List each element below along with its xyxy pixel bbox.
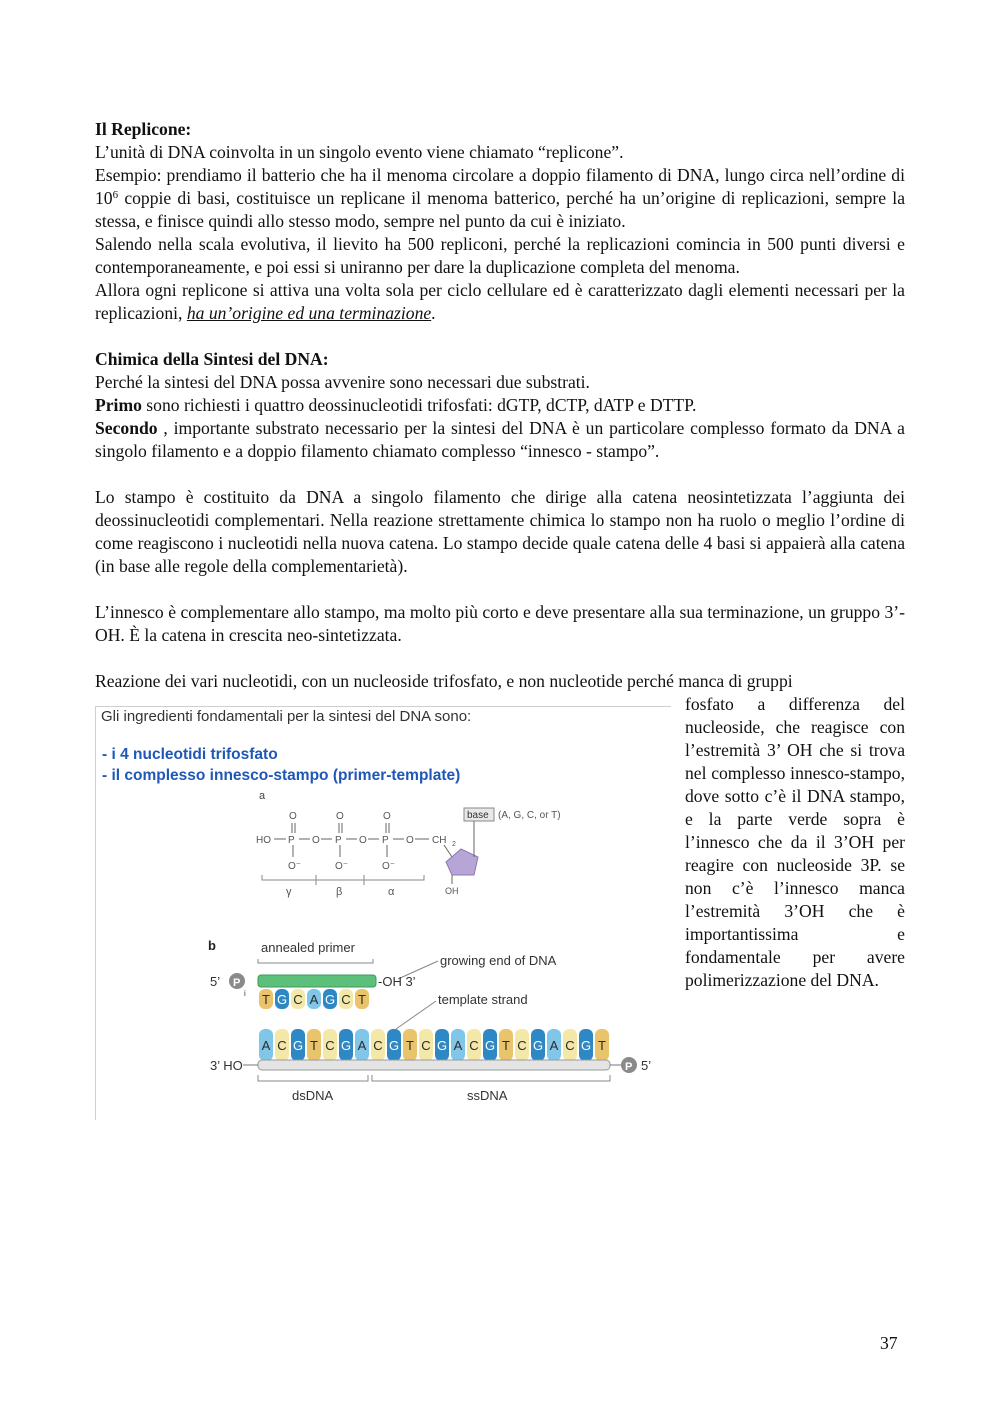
svg-text:C: C	[469, 1038, 479, 1053]
svg-text:A: A	[357, 1038, 367, 1053]
svg-text:G: G	[276, 992, 288, 1007]
svg-text:O⁻: O⁻	[382, 861, 396, 872]
template-base	[355, 1029, 369, 1061]
document-page	[95, 118, 905, 1129]
page-number: 37	[880, 1333, 898, 1353]
svg-text:A: A	[549, 1038, 559, 1053]
svg-text:P: P	[233, 977, 241, 989]
template-base	[371, 1029, 385, 1061]
svg-text:α: α	[388, 886, 395, 898]
paragraph: Esempio: prendiamo il batterio che ha il menoma circolare a doppio filamento di DNA, lungo circa nell’ordine di $10^6$ coppie di basi, costituisce un replicane il menoma batterico, perché ha un’origine di replicazioni, sempre la stessa, e finisce quindi allo stesso modo, sempre nel punto da cui è iniziato.	[95, 165, 905, 231]
svg-text:A: A	[453, 1038, 463, 1053]
svg-text:5’: 5’	[210, 974, 221, 989]
template-base	[547, 1029, 561, 1061]
svg-text:P: P	[382, 835, 389, 846]
svg-text:C: C	[277, 1038, 287, 1053]
figure-item-primer-template: - il complesso innesco-stampo (primer-template)	[102, 767, 461, 784]
figure-side-text	[685, 693, 905, 992]
oh3-label: -OH 3’	[378, 974, 416, 989]
template-base	[451, 1029, 465, 1061]
primer-base	[323, 989, 337, 1009]
ho-label: HO	[256, 835, 271, 846]
svg-text:T: T	[262, 992, 270, 1007]
svg-text:2: 2	[452, 841, 456, 848]
paragraph: Primo sono richiesti i quattro deossinucleotidi trifosfati: dGTP, dCTP, dATP e DTTP.	[95, 395, 697, 415]
svg-text:O: O	[359, 835, 367, 846]
svg-text:G: G	[580, 1038, 592, 1053]
svg-text:O: O	[383, 811, 391, 822]
svg-text:A: A	[309, 992, 319, 1007]
svg-text:γ: γ	[286, 886, 292, 898]
template-base	[579, 1029, 593, 1061]
svg-text:O: O	[312, 835, 320, 846]
svg-text:O: O	[406, 835, 414, 846]
template-base	[259, 1029, 273, 1061]
svg-text:G: G	[436, 1038, 448, 1053]
svg-text:O: O	[289, 811, 297, 822]
phosphate-brackets	[262, 875, 424, 885]
primer-base	[259, 989, 273, 1009]
primer-base	[339, 989, 353, 1009]
template-base	[531, 1029, 545, 1061]
heading-replicone: Il Replicone:	[95, 119, 192, 139]
primer-base	[355, 989, 369, 1009]
paragraph: Reazione dei vari nucleotidi, con un nucleoside trifosfato, e non nucleotide perché manca di gruppi	[95, 671, 793, 691]
svg-text:G: G	[532, 1038, 544, 1053]
template-base	[419, 1029, 433, 1061]
figure-section	[95, 693, 905, 1129]
svg-text:β: β	[336, 886, 343, 898]
svg-text:G: G	[340, 1038, 352, 1053]
svg-text:T: T	[406, 1038, 414, 1053]
underlined-phrase: ha un’origine ed una terminazione	[186, 303, 432, 323]
svg-text:OH: OH	[445, 886, 459, 896]
paragraph: Allora ogni replicone si attiva una volta sola per ciclo cellulare ed è caratterizzato dagli elementi necessari per la replicazioni, ha un’origine ed una terminazione.	[95, 280, 905, 323]
paragraph: fosfato a differenza del nucleoside, che reagisce con l’estremità 3’ OH che si trova nel complesso innesco-stampo, dove sotto c’è il DNA stampo, e la parte verde sopra è l’innesco che da il 3’OH per reagire con nucleoside 3P. se non c’è l’innesco manca l’estremità 3’OH che è importantissima e fondamentale per avere polimerizzazione del DNA.	[685, 694, 905, 990]
ssdna-label: ssDNA	[467, 1088, 508, 1103]
primer-bases	[259, 989, 369, 1009]
paragraph: L’innesco è complementare allo stampo, ma molto più corto e deve presentare alla sua terminazione, un gruppo 3’-OH. È la catena in crescita neo-sintetizzata.	[95, 602, 905, 645]
paragraph: Salendo nella scala evolutiva, il lievito ha 500 repliconi, perché la replicazioni comincia in 500 punti diversi e contemporaneamente, e poi essi si uniranno per dare la duplicazione completa del menoma.	[95, 234, 905, 277]
svg-text:G: G	[324, 992, 336, 1007]
template-base	[307, 1029, 321, 1061]
heading-chimica: Chimica della Sintesi del DNA:	[95, 349, 329, 369]
svg-text:C: C	[421, 1038, 431, 1053]
primer-base	[291, 989, 305, 1009]
paragraph: Lo stampo è costituito da DNA a singolo filamento che dirige alla catena neosintetizzata l’aggiunta dei deossinucleotidi complementari. Nella reazione strettamente chimica lo stampo non ha ruolo o meglio l’ordine di come reagiscono i nucleotidi nella nuova catena. Lo stampo decide quale catena delle 4 basi si appaierà alla catena (in base alle regole della complementarietà).	[95, 487, 905, 576]
svg-text:C: C	[341, 992, 351, 1007]
template-base	[467, 1029, 481, 1061]
template-base	[595, 1029, 609, 1061]
template-base	[339, 1029, 353, 1061]
template-strand-label: template strand	[438, 992, 528, 1007]
primer-base	[275, 989, 289, 1009]
sugar-ring	[446, 849, 478, 875]
nucleotide-triphosphate	[256, 811, 456, 872]
template-base	[403, 1029, 417, 1061]
paragraph: L’unità di DNA coinvolta in un singolo evento viene chiamato “replicone”.	[95, 142, 624, 162]
svg-text:5’: 5’	[641, 1058, 652, 1073]
template-base	[275, 1029, 289, 1061]
dna-synthesis-figure	[95, 706, 671, 1120]
svg-text:C: C	[293, 992, 303, 1007]
svg-text:T: T	[502, 1038, 510, 1053]
panel-a-label: a	[259, 790, 266, 802]
svg-text:C: C	[517, 1038, 527, 1053]
template-base	[323, 1029, 337, 1061]
svg-text:3’ HO: 3’ HO	[210, 1058, 243, 1073]
svg-text:P: P	[288, 835, 295, 846]
svg-text:C: C	[325, 1038, 335, 1053]
svg-text:C: C	[373, 1038, 383, 1053]
template-bases	[259, 1029, 609, 1061]
template-base	[435, 1029, 449, 1061]
svg-text:G: G	[388, 1038, 400, 1053]
svg-text:T: T	[310, 1038, 318, 1053]
template-base	[563, 1029, 577, 1061]
svg-text:C: C	[565, 1038, 575, 1053]
svg-text:T: T	[598, 1038, 606, 1053]
growing-end-label: growing end of DNA	[440, 953, 557, 968]
dsdna-label: dsDNA	[292, 1088, 334, 1103]
svg-text:A: A	[261, 1038, 271, 1053]
svg-text:P: P	[625, 1061, 633, 1073]
dna-diagram	[96, 707, 671, 1120]
template-base	[387, 1029, 401, 1061]
annealed-primer-label: annealed primer	[261, 940, 355, 955]
template-base	[483, 1029, 497, 1061]
svg-text:O⁻: O⁻	[288, 861, 302, 872]
panel-b-label: b	[208, 938, 216, 953]
svg-text:T: T	[358, 992, 366, 1007]
paragraph: Perché la sintesi del DNA possa avvenire sono necessari due substrati.	[95, 372, 590, 392]
svg-text:i: i	[244, 989, 246, 998]
svg-text:O: O	[336, 811, 344, 822]
svg-text:base: base	[467, 810, 489, 821]
primer-strand	[258, 975, 376, 987]
template-base	[499, 1029, 513, 1061]
template-backbone	[258, 1060, 610, 1070]
template-base	[515, 1029, 529, 1061]
svg-text:G: G	[484, 1038, 496, 1053]
figure-item-nucleotides: - i 4 nucleotidi trifosfato	[102, 746, 278, 763]
primer-base	[307, 989, 321, 1009]
svg-text:G: G	[292, 1038, 304, 1053]
svg-text:(A, G, C, or T): (A, G, C, or T)	[498, 810, 561, 821]
svg-text:O⁻: O⁻	[335, 861, 349, 872]
paragraph: Secondo , importante substrato necessario per la sintesi del DNA è un particolare complesso formato da DNA a singolo filamento e a doppio filamento chiamato complesso “innesco - stampo”.	[95, 418, 905, 461]
figure-caption: Gli ingredienti fondamentali per la sintesi del DNA sono:	[101, 708, 472, 725]
template-base	[291, 1029, 305, 1061]
svg-text:CH: CH	[432, 835, 447, 846]
svg-text:P: P	[335, 835, 342, 846]
